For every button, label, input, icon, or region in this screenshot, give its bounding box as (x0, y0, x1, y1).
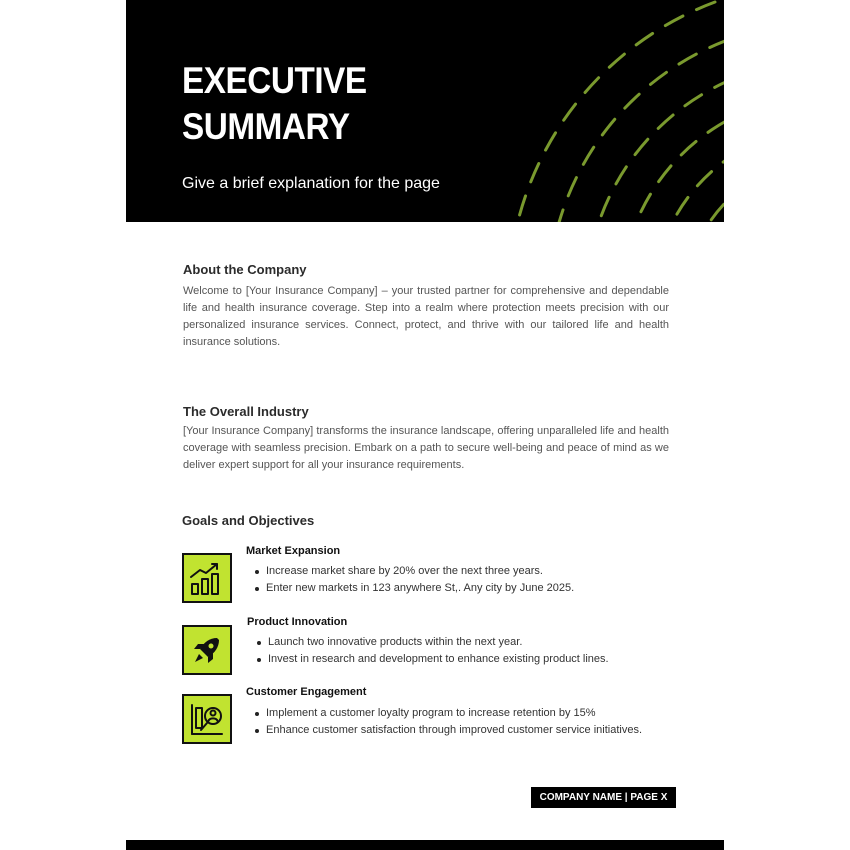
list-item: Launch two innovative products within the next year. (254, 634, 678, 651)
list-item: Enhance customer satisfaction through improved customer service initiatives. (252, 722, 676, 739)
goal-title-market-expansion: Market Expansion (246, 545, 341, 557)
about-body: Welcome to [Your Insurance Company] – your trusted partner for comprehensive and dependable life and health insurance coverage. Step into a realm where protection meets precision with our personalized insurance services. Connect, protect, and thrive with our tailored life and health insurance solutions. (183, 285, 669, 348)
list-item: Increase market share by 20% over the next three years. (252, 563, 676, 580)
goal-bullets-customer-engagement (252, 705, 676, 739)
page-title (182, 58, 398, 150)
list-item: Implement a customer loyalty program to increase retention by 15% (252, 705, 676, 722)
title-line-1: EXECUTIVE (182, 60, 367, 101)
bottom-bar (126, 840, 724, 850)
goal-bullets-product-innovation (254, 634, 678, 668)
goals-heading: Goals and Objectives (182, 513, 315, 528)
footer-page-tag: COMPANY NAME | PAGE X (531, 787, 676, 808)
decorative-arc (586, 60, 724, 222)
decorative-arc (508, 0, 724, 222)
list-item: Invest in research and development to enhance existing product lines. (254, 651, 678, 668)
growth-chart-icon (182, 553, 232, 603)
industry-heading: The Overall Industry (183, 404, 309, 419)
industry-body: [Your Insurance Company] transforms the insurance landscape, offering unparalleled life and health coverage with seamless precision. Embark on a path to secure well-being and peace of mind as we deliver expert support for all your insurance requirements. (183, 425, 669, 471)
customer-engagement-icon (182, 694, 232, 744)
decorative-arc (548, 22, 724, 222)
decorative-arc (686, 160, 724, 222)
title-line-2: SUMMARY (182, 106, 350, 147)
page-subtitle: Give a brief explanation for the page (182, 175, 440, 192)
document-page (126, 0, 724, 850)
list-item: Enter new markets in 123 anywhere St,. Any city by June 2025. (252, 580, 676, 597)
goal-title-product-innovation: Product Innovation (247, 616, 348, 628)
about-heading: About the Company (183, 262, 307, 277)
header-banner (126, 0, 724, 222)
goal-bullets-market-expansion (252, 563, 676, 597)
goal-title-customer-engagement: Customer Engagement (246, 686, 367, 698)
rocket-icon (182, 625, 232, 675)
